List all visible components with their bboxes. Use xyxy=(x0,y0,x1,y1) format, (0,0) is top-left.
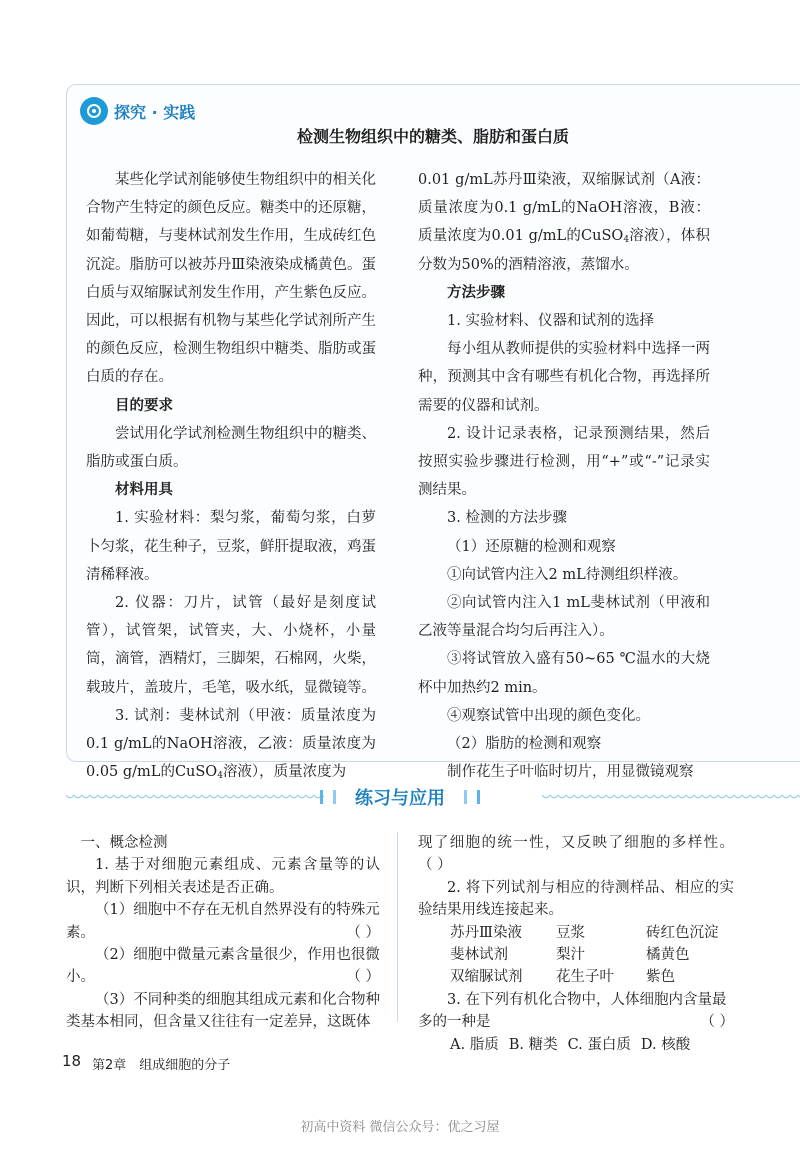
question-1-2: （2）细胞中微量元素含量很少，作用也很微 xyxy=(95,947,380,964)
step-3-1-d: ④观察试管中出现的颜色变化。 xyxy=(447,707,650,724)
reagents-text: 0.01 g/mL苏丹Ⅲ染液，双缩脲试剂（A液：质量浓度为0.1 g/mL的NaOH溶液，B液：质量浓度为0.01 g/mL的CuSO xyxy=(418,172,710,245)
step-3-1-c: ③将试管放入盛有50~65 ℃温水的大烧杯中加热约2 min。 xyxy=(418,651,710,696)
method-heading: 方法步骤 xyxy=(447,284,505,301)
step-3-2: （2）脂肪的检测和观察 xyxy=(447,736,602,753)
exercise-right-column xyxy=(418,832,734,1056)
question-1-2-end: 小。 xyxy=(66,969,95,986)
answer-parentheses: （ ） xyxy=(346,969,380,986)
page-number: 18 xyxy=(62,1052,82,1070)
inquiry-badge xyxy=(80,96,195,126)
match-result: 橘黄色 xyxy=(646,947,690,964)
materials-item-1: 1. 实验材料：梨匀浆，葡萄匀浆，白萝卜匀浆，花生种子，豆浆，鲜肝提取液，鸡蛋清稀释液。 xyxy=(86,510,376,583)
question-2: 2. 将下列试剂与相应的待测样品、相应的实验结果用线连接起来。 xyxy=(418,879,734,919)
concept-check-heading: 一、概念检测 xyxy=(80,835,168,851)
choice-a: A. 脂质 xyxy=(450,1036,499,1053)
subscript: 4 xyxy=(217,771,223,782)
materials-heading: 材料用具 xyxy=(115,482,173,499)
goal-paragraph: 尝试用化学试剂检测生物组织中的糖类、脂肪或蛋白质。 xyxy=(86,425,376,471)
question-3-line xyxy=(418,1011,734,1033)
wave-divider-left xyxy=(66,795,324,801)
question-1: 1. 基于对细胞元素组成、元素含量等的认识，判断下列相关表述是否正确。 xyxy=(66,857,380,896)
question-3-end: 多的一种是 xyxy=(418,1014,491,1031)
answer-parentheses: （ ） xyxy=(346,924,380,941)
question-1-2-line xyxy=(66,966,380,988)
intro-paragraph: 某些化学试剂能够使生物组织中的相关化合物产生特定的颜色反应。糖类中的还原糖，如葡萄糖，与斐林试剂发生作用，生成砖红色沉淀。脂肪可以被苏丹Ⅲ染液染成橘黄色。蛋白质与双缩脲试剂发生作用，产生紫色反应。因此，可以根据有机物与某些化学试剂所产生的颜色反应，检测生物组织中糖类、脂肪或蛋白质的存在。 xyxy=(86,172,376,386)
match-result: 紫色 xyxy=(646,969,675,986)
question-3: 3. 在下列有机化合物中，人体细胞内含量最 xyxy=(447,991,727,1008)
reagents-continued xyxy=(418,166,710,279)
step-1: 1. 实验材料、仪器和试剂的选择 xyxy=(447,313,654,330)
practice-title: 练习与应用 xyxy=(342,784,458,810)
question-1-3-tail: 现了细胞的统一性，又反映了细胞的多样性。 xyxy=(418,835,734,851)
reagents-tail: 溶液），体积分数为50%的酒精溶液，蒸馏水。 xyxy=(418,228,711,273)
match-reagent: 苏丹Ⅲ染液 xyxy=(450,924,522,941)
question-1-3-continued xyxy=(418,832,734,877)
materials-item-2: 2. 仪器：刀片，试管（最好是刻度试管），试管架，试管夹，大、小烧杯，小量筒，滴管，酒精灯，三脚架，石棉网，火柴，载玻片，盖玻片，毛笔，吸水纸，显微镜等。 xyxy=(86,595,376,696)
answer-parentheses: （ ） xyxy=(418,857,452,874)
choice-d: D. 核酸 xyxy=(640,1036,691,1053)
chapter-label: 第2章 组成细胞的分子 xyxy=(92,1058,231,1073)
inquiry-left-column xyxy=(86,166,376,786)
match-result: 砖红色沉淀 xyxy=(646,924,719,941)
choice-c: C. 蛋白质 xyxy=(567,1036,631,1053)
question-3-choices xyxy=(418,1034,734,1056)
inquiry-title: 检测生物组织中的糖类、脂肪和蛋白质 xyxy=(296,127,569,146)
match-sample: 花生子叶 xyxy=(556,969,614,986)
column-divider xyxy=(397,832,398,1022)
inquiry-right-column xyxy=(418,166,710,786)
choice-b: B. 糖类 xyxy=(508,1036,558,1053)
match-sample: 梨汁 xyxy=(556,947,585,964)
goal-heading: 目的要求 xyxy=(115,397,173,414)
match-reagent: 双缩脲试剂 xyxy=(450,969,523,986)
question-1-3: （3）不同种类的细胞其组成元素和化合物种类基本相同，但含量又往往有一定差异，这既体 xyxy=(66,991,380,1031)
subscript: 4 xyxy=(623,235,630,246)
materials-item-3-text: 3. 试剂：斐林试剂（甲液：质量浓度为0.1 g/mL的NaOH溶液，乙液：质量浓度为0.05 g/mL的CuSO xyxy=(86,707,376,781)
question-1-1: （1）细胞中不存在无机自然界没有的特殊元 xyxy=(95,902,380,919)
question-1-1-line xyxy=(66,922,380,944)
inquiry-logo-icon xyxy=(80,97,108,125)
step-1-text: 每小组从教师提供的实验材料中选择一两种，预测其中含有哪些有机化合物，再选择所需要的仪器和试剂。 xyxy=(418,341,710,414)
answer-parentheses: （ ） xyxy=(700,1014,734,1031)
wave-divider-right xyxy=(542,795,800,801)
exercise-left-column xyxy=(66,832,380,1034)
match-sample: 豆浆 xyxy=(556,924,585,941)
step-3: 3. 检测的方法步骤 xyxy=(447,510,567,527)
matching-table xyxy=(418,922,734,989)
materials-item-3-tail: 溶液），质量浓度为 xyxy=(222,764,347,781)
step-2: 2. 设计记录表格，记录预测结果，然后按照实验步骤进行检测，用“+”或“-”记录实测结果。 xyxy=(418,425,710,499)
step-3-1: （1）还原糖的检测和观察 xyxy=(447,538,616,555)
question-1-1-end: 素。 xyxy=(66,924,95,941)
match-reagent: 斐林试剂 xyxy=(450,947,508,964)
step-3-1-b: ②向试管内注入1 mL斐林试剂（甲液和乙液等量混合均匀后再注入）。 xyxy=(418,595,710,640)
materials-item-3 xyxy=(86,702,376,787)
inquiry-badge-label: 探究 · 实践 xyxy=(114,102,196,122)
watermark: 初高中资料 微信公众号：优之习屋 xyxy=(300,1120,500,1135)
step-3-1-a: ①向试管内注入2 mL待测组织样液。 xyxy=(447,566,688,583)
step-3-2-a: 制作花生子叶临时切片，用显微镜观察 xyxy=(447,764,694,781)
